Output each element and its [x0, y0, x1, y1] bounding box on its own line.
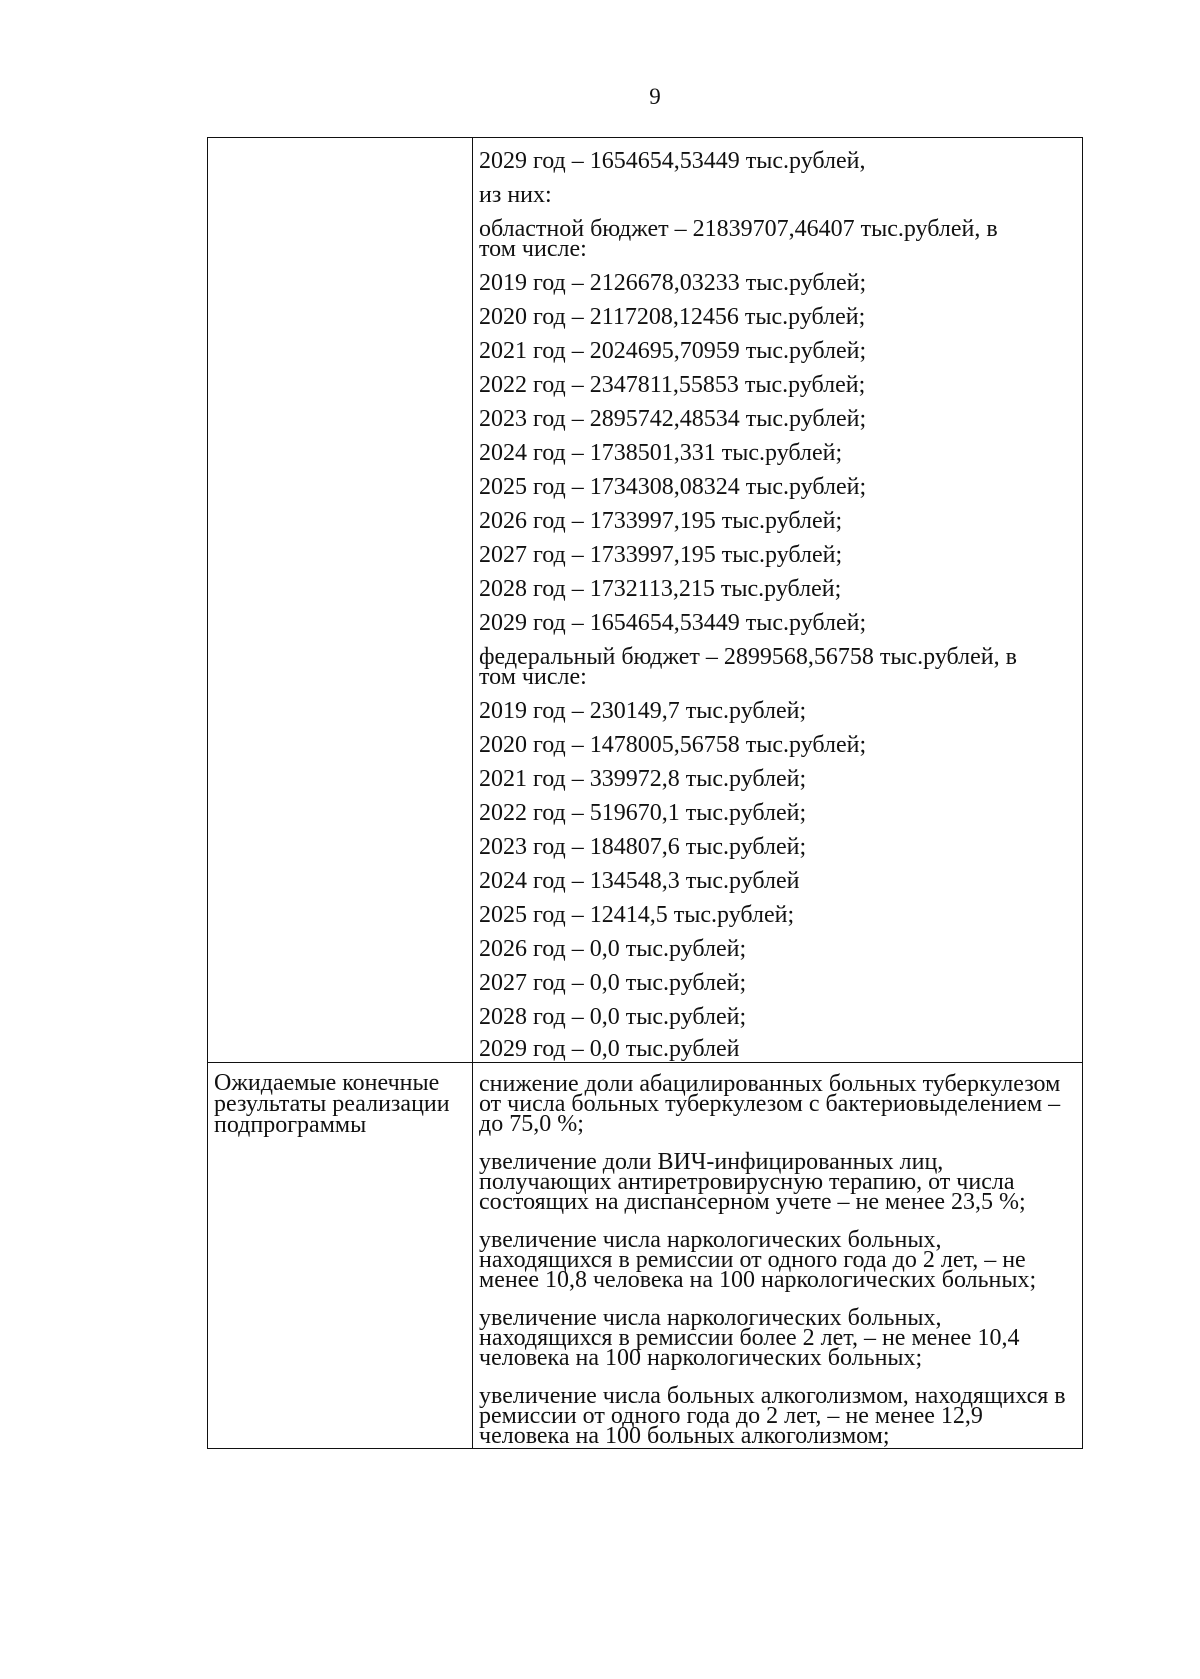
finance-line: 2021 год – 2024695,70959 тыс.рублей; — [479, 338, 867, 364]
finance-line: 2027 год – 1733997,195 тыс.рублей; — [479, 542, 843, 568]
finance-line: 2024 год – 1738501,331 тыс.рублей; — [479, 440, 843, 466]
table-row-expected-results — [208, 1062, 1082, 1448]
result-item: увеличение числа больных алкоголизмом, находящихся в ремиссии от одного года до 2 лет, – не менее 12,9 человека на 100 больных алкоголизмом; — [479, 1383, 1066, 1449]
finance-line: 2026 год – 0,0 тыс.рублей; — [479, 936, 747, 962]
result-item: снижение доли абацилированных больных туберкулезом от числа больных туберкулезом с бактериовыделением – до 75,0 %; — [479, 1071, 1061, 1137]
result-item: увеличение числа наркологических больных, находящихся в ремиссии от одного года до 2 лет, – не менее 10,8 человека на 100 наркологических больных; — [479, 1227, 1037, 1293]
finance-line: 2019 год – 230149,7 тыс.рублей; — [479, 698, 807, 724]
finance-line: 2025 год – 12414,5 тыс.рублей; — [479, 902, 795, 928]
financing-details-cell — [473, 138, 1082, 1062]
expected-results-cell — [473, 1063, 1082, 1448]
finance-line: 2023 год – 2895742,48534 тыс.рублей; — [479, 406, 867, 432]
finance-line: 2025 год – 1734308,08324 тыс.рублей; — [479, 474, 867, 500]
finance-line: 2028 год – 1732113,215 тыс.рублей; — [479, 576, 842, 602]
finance-line: 2029 год – 0,0 тыс.рублей — [479, 1036, 740, 1062]
passport-table — [207, 137, 1083, 1449]
finance-line: 2026 год – 1733997,195 тыс.рублей; — [479, 508, 843, 534]
finance-line: 2024 год – 134548,3 тыс.рублей — [479, 868, 800, 894]
row-label-expected-results: Ожидаемые конечные результаты реализации подпрограммы — [208, 1063, 473, 1448]
finance-line: 2029 год – 1654654,53449 тыс.рублей; — [479, 610, 867, 636]
finance-line: 2020 год – 1478005,56758 тыс.рублей; — [479, 732, 867, 758]
finance-line: 2019 год – 2126678,03233 тыс.рублей; — [479, 270, 867, 296]
finance-line: областной бюджет – 21839707,46407 тыс.рублей, в том числе: — [479, 216, 998, 262]
finance-line: 2029 год – 1654654,53449 тыс.рублей, — [479, 148, 866, 174]
finance-line: федеральный бюджет – 2899568,56758 тыс.рублей, в том числе: — [479, 644, 1017, 690]
row-label-financing — [208, 138, 473, 1062]
finance-line: 2021 год – 339972,8 тыс.рублей; — [479, 766, 807, 792]
table-row-financing — [208, 138, 1082, 1062]
result-item: увеличение доли ВИЧ-инфицированных лиц, получающих антиретровирусную терапию, от числа состоящих на диспансерном учете – не менее 23,5 %; — [479, 1149, 1026, 1215]
finance-line: 2020 год – 2117208,12456 тыс.рублей; — [479, 304, 866, 330]
finance-line: из них: — [479, 182, 552, 208]
page-number: 9 — [649, 84, 661, 109]
finance-line: 2022 год – 519670,1 тыс.рублей; — [479, 800, 807, 826]
result-item: увеличение числа наркологических больных, находящихся в ремиссии более 2 лет, – не менее 10,4 человека на 100 наркологических больных; — [479, 1305, 1020, 1371]
finance-line: 2023 год – 184807,6 тыс.рублей; — [479, 834, 807, 860]
finance-line: 2028 год – 0,0 тыс.рублей; — [479, 1004, 747, 1030]
finance-line: 2022 год – 2347811,55853 тыс.рублей; — [479, 372, 866, 398]
finance-line: 2027 год – 0,0 тыс.рублей; — [479, 970, 747, 996]
